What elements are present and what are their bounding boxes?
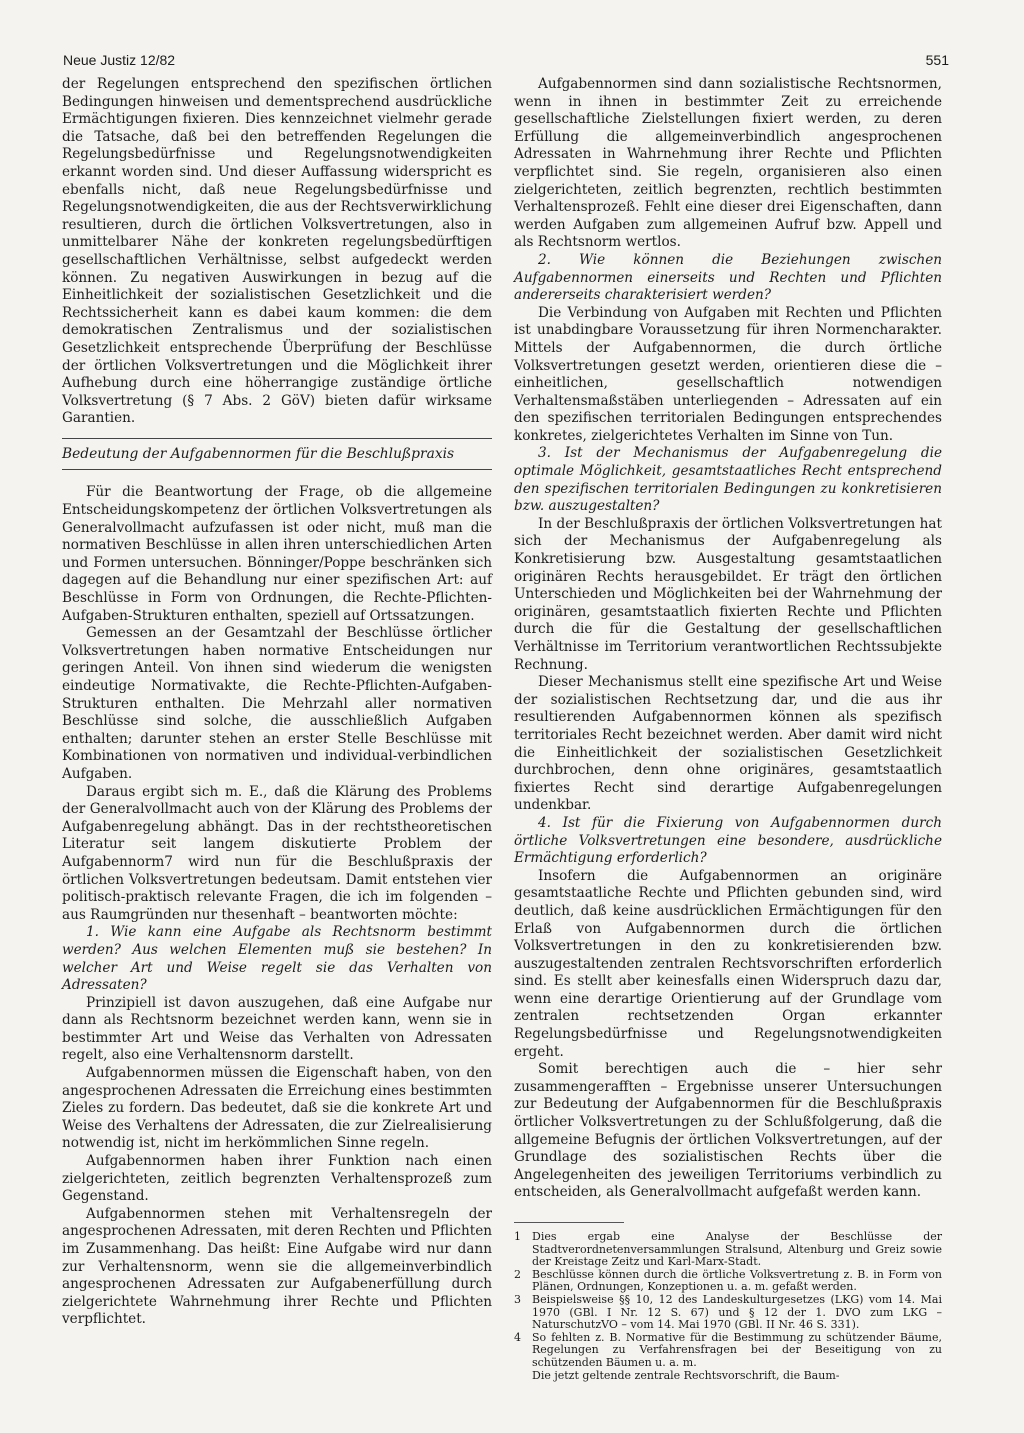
- footnote-number: 1: [514, 1230, 521, 1243]
- section-heading: Bedeutung der Aufgabennormen für die Beschlußpraxis: [62, 445, 455, 462]
- paragraph: Prinzipiell ist davon auszugehen, daß eine Aufgabe nur dann als Rechtsnorm bezeichnet werden kann, wenn sie in bestimmter Art und Weise das Verhalten von Adressaten regelt, also eine Verhaltensnorm darstellt.: [62, 994, 492, 1064]
- paragraph: Daraus ergibt sich m. E., daß die Klärung des Problems der Generalvollmacht auch von der Klärung des Problems der Aufgabenregelung abhängt. Das in der rechtstheoretischen Literatur seit langem diskutierte Problem der Aufgabennorm7 wird nun für die Beschlußpraxis der örtlichen Volksvertretungen bedeutsam. Damit entstehen vier politisch-praktisch relevante Fragen, die ich im folgenden – aus Raumgründen nur thesenhaft – beantworten möchte:: [62, 783, 492, 923]
- page-header: [63, 52, 949, 76]
- section-divider-bottom: [62, 469, 492, 470]
- paragraph: Aufgabennormen müssen die Eigenschaft haben, von den angesprochenen Adressaten die Erreichung eines bestimmten Zieles zu fordern. Das bedeutet, daß sie die konkrete Art und Weise des Verhaltens der Adressaten, die zur Zielrealisierung notwendig ist, nicht im herkömmlichen Sinne regeln.: [62, 1065, 492, 1152]
- footnote-text: Beschlüsse können durch die örtliche Volksvertretung z. B. in Form von Plänen, Ordnungen, Konzeptionen u. a. m. gefaßt werden.: [532, 1267, 942, 1294]
- question-heading: 3. Ist der Mechanismus der Aufgabenregelung die optimale Möglichkeit, gesamtstaatliches Recht entsprechend den spezifischen territorialen Bedingungen zu konkretisieren bzw. auszugestalten?: [514, 445, 942, 515]
- footnote-divider: [514, 1222, 624, 1223]
- footnote: [514, 1294, 942, 1332]
- journal-issue: Neue Justiz 12/82: [63, 52, 176, 68]
- footnote-text: Dies ergab eine Analyse der Beschlüsse der Stadtverordnetenversammlungen Stralsund, Altenburg und Greiz sowie der Kreistage Zeitz und Karl-Marx-Stadt.: [532, 1230, 942, 1269]
- question-heading: 2. Wie können die Beziehungen zwischen Aufgabennormen einerseits und Rechten und Pflichten andererseits charakterisiert werden?: [514, 251, 942, 304]
- footnote-number: 4: [514, 1330, 521, 1344]
- page-number: 551: [925, 52, 949, 68]
- footnote: [514, 1332, 942, 1370]
- paragraph: Aufgabennormen stehen mit Verhaltensregeln der angesprochenen Adressaten, mit deren Rechten und Pflichten im Zusammenhang. Das heißt: Eine Aufgabe wird nur dann zur Verhaltensnorm, wenn sie die allgemeinverbindlich angesprochenen Adressaten zur Aufgabenerfüllung durch zielgerichtete Wahrnehmung ihrer Rechte und Pflichten verpflichtet.: [62, 1205, 492, 1328]
- question-heading: 4. Ist für die Fixierung von Aufgabennormen durch örtliche Volksvertretungen eine besondere, ausdrückliche Ermächtigung erforderlich?: [514, 814, 942, 867]
- paragraph: Dieser Mechanismus stellt eine spezifische Art und Weise der sozialistischen Rechtsetzung dar, und die aus ihr resultierenden Aufgabennormen können als spezifisch territoriales Recht bezeichnet werden. Aber damit wird nicht die Einheitlichkeit der sozialistischen Gesetzlichkeit durchbrochen, denn ohne originäres, gesamtstaatlich fixiertes Recht sind derartige Aufgabenregelungen undenkbar.: [514, 674, 942, 814]
- paragraph: Für die Beantwortung der Frage, ob die allgemeine Entscheidungskompetenz der örtlichen Volksvertretungen als Generalvollmacht aufzufassen ist oder nicht, muß man die normativen Beschlüsse in allen ihren unterschiedlichen Arten und Formen untersuchen. Bönninger/Poppe beschränken sich dagegen auf die Behandlung nur einer spezifischen Art: auf Beschlüsse in Form von Ordnungen, die Rechte-Pflichten-Aufgaben-Strukturen enthalten, speziell auf Ortssatzungen.: [62, 484, 492, 624]
- footnote-number: 2: [514, 1267, 521, 1281]
- footnote-continuation: Die jetzt geltende zentrale Rechtsvorschrift, die Baum-: [532, 1368, 840, 1382]
- paragraph: der Regelungen entsprechend den spezifischen örtlichen Bedingungen hinweisen und dementsprechend ausdrückliche Ermächtigungen fixieren. Dies kennzeichnet vielmehr gerade die Tatsache, daß bei den betreffenden Regelungen die Regelungsbedürfnisse und Regelungsnotwendigkeiten erkannt worden sind. Und dieser Auffassung widerspricht es ebenfalls nicht, daß neue Regelungsbedürfnisse und Regelungsnotwendigkeiten, die aus der Rechtsverwirklichung resultieren, durch die örtlichen Volksvertretungen, also in unmittelbarer Nähe der konkreten regelungsbedürftigen gesellschaftlichen Verhältnisse, selbst aufgedeckt werden können. Zu negativen Auswirkungen in bezug auf die Einheitlichkeit der sozialistischen Gesetzlichkeit und die Rechtssicherheit kann es dabei kaum kommen: die dem demokratischen Zentralismus und der sozialistischen Gesetzlichkeit entsprechende Überprüfung der Beschlüsse der örtlichen Volksvertretungen und die Möglichkeit ihrer Aufhebung durch eine höherrangige zuständige örtliche Volksvertretung (§ 7 Abs. 2 GöV) bieten dafür wirksame Garantien.: [62, 76, 492, 427]
- footnotes: [514, 1231, 942, 1382]
- footnote: [514, 1231, 942, 1269]
- paragraph: In der Beschlußpraxis der örtlichen Volksvertretungen hat sich der Mechanismus der Aufgabenregelung als Konkretisierung bzw. Ausgestaltung gesamtstaatlichen originären Rechts herausgebildet. Er trägt den örtlichen Unterschieden und Möglichkeiten bei der Wahrnehmung der originären, gesamtstaatlich fixierten Rechte und Pflichten durch die für die Gestaltung der gesellschaftlichen Verhältnisse im Territorium verantwortlichen Rechtssubjekte Rechnung.: [514, 515, 942, 673]
- paragraph: Aufgabennormen haben ihrer Funktion nach einen zielgerichteten, zeitlich begrenzten Verhaltensprozeß zum Gegenstand.: [62, 1153, 492, 1205]
- footnote-text: Beispielsweise §§ 10, 12 des Landeskulturgesetzes (LKG) vom 14. Mai 1970 (GBl. I Nr. 12 S. 67) und § 12 der 1. DVO zum LKG – NaturschutzVO – vom 14. Mai 1970 (GBl. II Nr. 46 S. 331).: [532, 1292, 942, 1332]
- section-divider-top: [62, 438, 492, 439]
- paragraph: Insofern die Aufgabennormen an originäre gesamtstaatliche Rechte und Pflichten gebunden sind, wird deutlich, daß keine ausdrücklichen Ermächtigungen für den Erlaß von Aufgabennormen durch die örtlichen Volksvertretungen in den zu konkretisierenden bzw. auszugestaltenden zentralen Rechtsvorschriften erforderlich sind. Es stellt aber keinesfalls einen Widerspruch dazu dar, wenn eine derartige Orientierung auf der Grundlage vom zentralen rechtsetzenden Organ erkannter Regelungsbedürfnisse und Regelungsnotwendigkeiten ergeht.: [514, 867, 942, 1060]
- paragraph: Gemessen an der Gesamtzahl der Beschlüsse örtlicher Volksvertretungen haben normative Entscheidungen nur geringen Anteil. Von ihnen sind wiederum die wenigsten eindeutige Normativakte, die Rechte-Pflichten-Aufgaben-Strukturen enthalten. Die Mehrzahl aller normativen Beschlüsse sind solche, die ausschließlich Aufgaben enthalten; darunter stehen an erster Stelle Beschlüsse mit Kombinationen von normativen und individual-verbindlichen Aufgaben.: [62, 625, 492, 782]
- paragraph: Die Verbindung von Aufgaben mit Rechten und Pflichten ist unabdingbare Voraussetzung für ihren Normencharakter. Mittels der Aufgabennormen, die durch örtliche Volksvertretungen gesetzt werden, orientieren diese die – einheitlichen, gesellschaftlich notwendigen Verhaltensmaßstäben unterliegenden – Adressaten auf ein den spezifischen territorialen Bedingungen entsprechendes konkretes, zielgerichtetes Verhalten im Sinne von Tun.: [514, 304, 942, 444]
- paragraph: Aufgabennormen sind dann sozialistische Rechtsnormen, wenn in ihnen in bestimmter Zeit zu erreichende gesellschaftliche Zielstellungen fixiert werden, zu deren Erfüllung die allgemeinverbindlich angesprochenen Adressaten in Wahrnehmung ihrer Rechte und Pflichten verpflichtet sind. Sie regeln, organisieren also einen zielgerichteten, zeitlich begrenzten, rechtlich bestimmten Verhaltensprozeß. Fehlt eine dieser drei Eigenschaften, dann werden Aufgaben zum allgemeinen Aufruf bzw. Appell und als Rechtsnorm wertlos.: [514, 76, 942, 251]
- footnote: [514, 1269, 942, 1294]
- right-column: [514, 76, 942, 1382]
- paragraph: Somit berechtigen auch die – hier sehr zusammengerafften – Ergebnisse unserer Untersuchungen zur Bedeutung der Aufgabennormen für die Beschlußpraxis örtlicher Volksvertretungen zu der Schlußfolgerung, daß die allgemeine Befugnis der örtlichen Volksvertretungen, auf der Grundlage des sozialistischen Rechts über die Angelegenheiten des jeweiligen Territoriums verbindlich zu entscheiden, als Generalvollmacht aufgefaßt werden kann.: [514, 1061, 942, 1201]
- footnote-number: 3: [514, 1292, 521, 1306]
- left-column: [62, 76, 492, 1329]
- question-heading: 1. Wie kann eine Aufgabe als Rechtsnorm bestimmt werden? Aus welchen Elementen muß sie bestehen? In welcher Art und Weise regelt sie das Verhalten von Adressaten?: [62, 924, 492, 994]
- footnote-text: So fehlten z. B. Normative für die Bestimmung zu schützender Bäume, Regelungen zu Verfahrensfragen bei der Beseitigung von zu schützenden Bäumen u. a. m.: [532, 1330, 942, 1369]
